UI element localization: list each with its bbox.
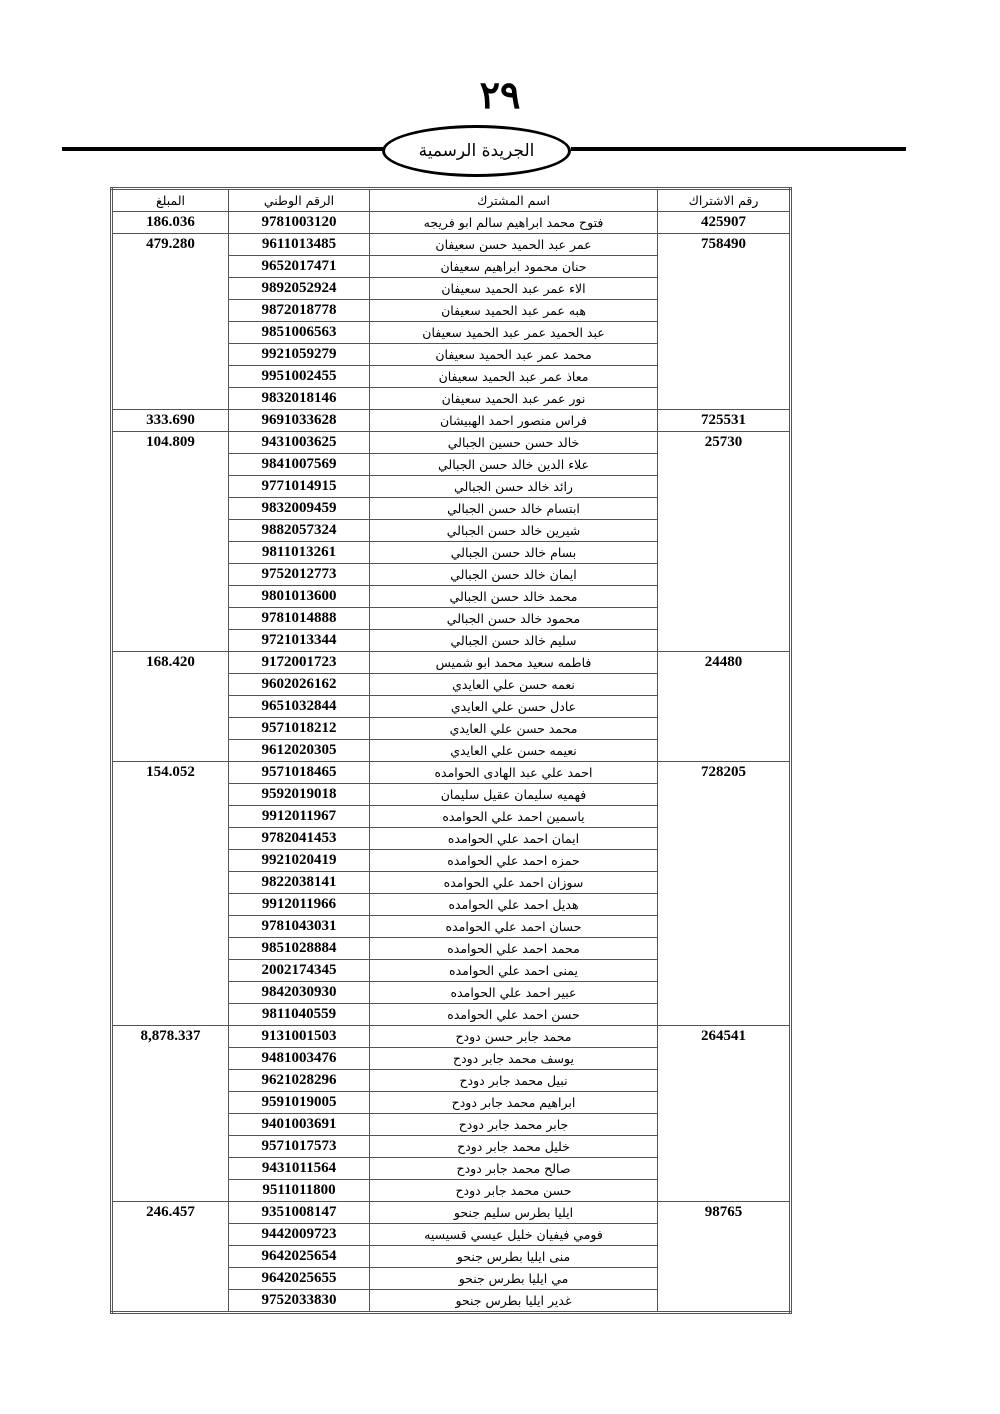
subscriber-name-cell: عبير احمد علي الحوامده [370,982,658,1004]
national-id-cell: 9811040559 [229,1004,370,1026]
subscription-number-cell: 25730 [658,432,791,652]
national-id-cell: 9841007569 [229,454,370,476]
national-id-cell: 9621028296 [229,1070,370,1092]
subscriber-name-cell: عبد الحميد عمر عبد الحميد سعيفان [370,322,658,344]
subscriber-name-cell: احمد علي عبد الهادى الحوامده [370,762,658,784]
subscriber-name-cell: خالد حسن حسين الجبالي [370,432,658,454]
national-id-cell: 9951002455 [229,366,370,388]
amount-cell: 186.036 [112,212,229,234]
national-id-cell: 9822038141 [229,872,370,894]
subscriber-name-cell: ايمان خالد حسن الجبالي [370,564,658,586]
national-id-cell: 9442009723 [229,1224,370,1246]
subscriber-name-cell: يمنى احمد علي الحوامده [370,960,658,982]
amount-cell: 8,878.337 [112,1026,229,1202]
subscriber-name-cell: هديل احمد علي الحوامده [370,894,658,916]
national-id-cell: 9912011967 [229,806,370,828]
national-id-cell: 9781014888 [229,608,370,630]
subscriber-name-cell: حسن محمد جابر دودح [370,1180,658,1202]
national-id-cell: 9172001723 [229,652,370,674]
subscriber-name-cell: فراس منصور احمد الهبيشان [370,410,658,432]
national-id-cell: 9431003625 [229,432,370,454]
subscriber-name-cell: هبه عمر عبد الحميد سعيفان [370,300,658,322]
subscriber-name-cell: مي ايليا بطرس جنحو [370,1268,658,1290]
national-id-cell: 9842030930 [229,982,370,1004]
subscriber-name-cell: نبيل محمد جابر دودح [370,1070,658,1092]
subscription-number-cell: 758490 [658,234,791,410]
national-id-cell: 9401003691 [229,1114,370,1136]
amount-cell: 104.809 [112,432,229,652]
amount-cell: 168.420 [112,652,229,762]
subscriber-name-cell: حسن احمد علي الحوامده [370,1004,658,1026]
table-row [112,1202,791,1224]
subscriber-name-cell: نور عمر عبد الحميد سعيفان [370,388,658,410]
national-id-cell: 9431011564 [229,1158,370,1180]
subscriber-name-cell: يوسف محمد جابر دودح [370,1048,658,1070]
national-id-cell: 9611013485 [229,234,370,256]
national-id-cell: 9781003120 [229,212,370,234]
table-row [112,1026,791,1048]
gazette-title: الجريدة الرسمية [418,141,535,161]
amount-cell: 479.280 [112,234,229,410]
national-id-cell: 9921020419 [229,850,370,872]
header-rule-right [571,147,906,151]
table-body [112,212,791,1313]
subscriber-name-cell: ابتسام خالد حسن الجبالي [370,498,658,520]
subscriber-name-cell: سليم خالد حسن الجبالي [370,630,658,652]
subscriber-name-cell: صالح محمد جابر دودح [370,1158,658,1180]
table-row [112,234,791,256]
subscriber-name-cell: الاء عمر عبد الحميد سعيفان [370,278,658,300]
national-id-cell: 9642025654 [229,1246,370,1268]
national-id-cell: 9851028884 [229,938,370,960]
subscriber-name-cell: محمد عمر عبد الحميد سعيفان [370,344,658,366]
amount-cell: 333.690 [112,410,229,432]
national-id-cell: 9781043031 [229,916,370,938]
national-id-cell: 9642025655 [229,1268,370,1290]
subscriber-name-cell: علاء الدين خالد حسن الجبالي [370,454,658,476]
subscriber-name-cell: جابر محمد جابر دودح [370,1114,658,1136]
national-id-cell: 9652017471 [229,256,370,278]
subscriber-name-cell: منى ايليا بطرس جنحو [370,1246,658,1268]
subscriber-name-cell: سوزان احمد علي الحوامده [370,872,658,894]
national-id-cell: 9602026162 [229,674,370,696]
subscription-number-cell: 24480 [658,652,791,762]
header-amount: المبلغ [112,189,229,212]
subscriber-name-cell: خليل محمد جابر دودح [370,1136,658,1158]
subscriber-name-cell: محمد احمد علي الحوامده [370,938,658,960]
page-number: ٢٩ [479,72,521,117]
national-id-cell: 9612020305 [229,740,370,762]
national-id-cell: 2002174345 [229,960,370,982]
national-id-cell: 9571017573 [229,1136,370,1158]
national-id-cell: 9912011966 [229,894,370,916]
subscriber-name-cell: فهميه سليمان عقيل سليمان [370,784,658,806]
subscriber-name-cell: ايمان احمد علي الحوامده [370,828,658,850]
national-id-cell: 9811013261 [229,542,370,564]
subscriber-name-cell: عادل حسن علي العايدي [370,696,658,718]
subscriber-name-cell: فومي فيفيان خليل عيسي قسيسيه [370,1224,658,1246]
subscriber-name-cell: حمزه احمد علي الحوامده [370,850,658,872]
subscriber-name-cell: عمر عبد الحميد حسن سعيفان [370,234,658,256]
national-id-cell: 9752012773 [229,564,370,586]
national-id-cell: 9832018146 [229,388,370,410]
subscriber-name-cell: محمود خالد حسن الجبالي [370,608,658,630]
national-id-cell: 9782041453 [229,828,370,850]
national-id-cell: 9571018212 [229,718,370,740]
subscription-number-cell: 264541 [658,1026,791,1202]
national-id-cell: 9752033830 [229,1290,370,1313]
national-id-cell: 9892052924 [229,278,370,300]
national-id-cell: 9131001503 [229,1026,370,1048]
national-id-cell: 9571018465 [229,762,370,784]
subscriber-name-cell: ياسمين احمد علي الحوامده [370,806,658,828]
table-row [112,212,791,234]
national-id-cell: 9921059279 [229,344,370,366]
subscriber-name-cell: بسام خالد حسن الجبالي [370,542,658,564]
gazette-title-badge [382,125,571,177]
national-id-cell: 9651032844 [229,696,370,718]
header-rule-left [62,147,384,151]
amount-cell: 246.457 [112,1202,229,1313]
subscriber-name-cell: حسان احمد علي الحوامده [370,916,658,938]
national-id-cell: 9851006563 [229,322,370,344]
national-id-cell: 9691033628 [229,410,370,432]
subscriber-name-cell: ايليا بطرس سليم جنحو [370,1202,658,1224]
subscriber-name-cell: نعمه حسن علي العايدي [370,674,658,696]
header-subscription-number: رقم الاشتراك [658,189,791,212]
national-id-cell: 9771014915 [229,476,370,498]
national-id-cell: 9351008147 [229,1202,370,1224]
national-id-cell: 9721013344 [229,630,370,652]
national-id-cell: 9801013600 [229,586,370,608]
table-row [112,410,791,432]
subscriber-name-cell: رائد خالد حسن الجبالي [370,476,658,498]
national-id-cell: 9591019005 [229,1092,370,1114]
table-row [112,762,791,784]
table-row [112,652,791,674]
subscriber-name-cell: حنان محمود ابراهيم سعيفان [370,256,658,278]
header-national-id: الرقم الوطني [229,189,370,212]
subscriber-name-cell: محمد خالد حسن الجبالي [370,586,658,608]
subscribers-table [110,187,792,1314]
subscriber-name-cell: غدير ايليا بطرس جنحو [370,1290,658,1313]
subscriber-name-cell: محمد جابر حسن دودح [370,1026,658,1048]
subscriber-name-cell: نعيمه حسن علي العايدي [370,740,658,762]
subscriber-name-cell: معاذ عمر عبد الحميد سعيفان [370,366,658,388]
national-id-cell: 9511011800 [229,1180,370,1202]
subscriber-name-cell: شيرين خالد حسن الجبالي [370,520,658,542]
national-id-cell: 9481003476 [229,1048,370,1070]
table-header-row [112,189,791,212]
subscription-number-cell: 425907 [658,212,791,234]
subscriber-name-cell: فاطمه سعيد محمد ابو شميس [370,652,658,674]
header-subscriber-name: اسم المشترك [370,189,658,212]
national-id-cell: 9832009459 [229,498,370,520]
subscriber-name-cell: فتوح محمد ابراهيم سالم ابو فريجه [370,212,658,234]
subscription-number-cell: 98765 [658,1202,791,1313]
national-id-cell: 9592019018 [229,784,370,806]
national-id-cell: 9882057324 [229,520,370,542]
subscriber-name-cell: ابراهيم محمد جابر دودح [370,1092,658,1114]
subscription-number-cell: 728205 [658,762,791,1026]
subscriber-name-cell: محمد حسن علي العايدي [370,718,658,740]
table-row [112,432,791,454]
subscription-number-cell: 725531 [658,410,791,432]
amount-cell: 154.052 [112,762,229,1026]
national-id-cell: 9872018778 [229,300,370,322]
